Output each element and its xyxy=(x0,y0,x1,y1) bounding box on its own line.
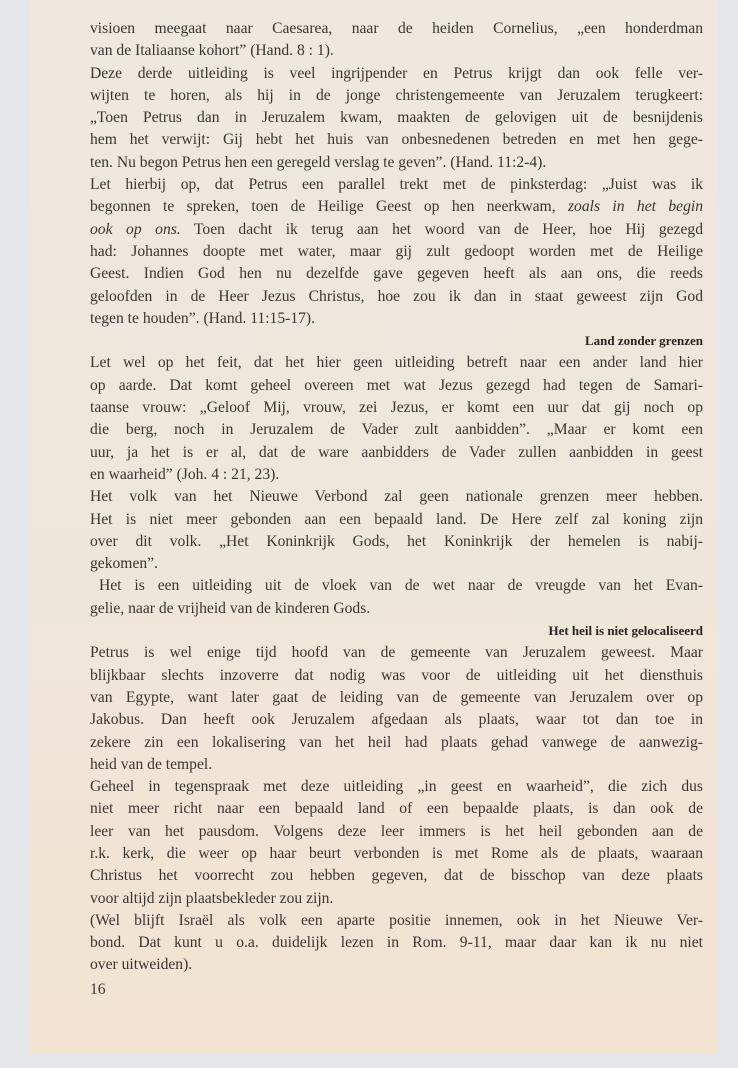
line-text: Let hierbij op, dat Petrus een parallel trekt met de pinksterdag: „Juist was ik xyxy=(90,176,703,194)
line-text: „Toen Petrus dan in Jeruzalem kwam, maakten de gelovigen uit de besnijdenis xyxy=(90,109,703,127)
line-text: Petrus is wel enige tijd hoofd van de gemeente van Jeruzalem geweest. Maar xyxy=(90,644,703,662)
line-text: Jakobus. Dan heeft ook Jeruzalem afgedaan als plaats, waar tot dan toe in xyxy=(90,711,703,729)
text-line xyxy=(90,598,703,620)
line-text: Het heil is niet gelocaliseerd xyxy=(548,623,703,639)
text-line xyxy=(90,152,703,174)
text-line xyxy=(90,798,703,820)
line-text: niet meer richt naar een bepaald land of een bepaalde plaats, is dan ook de xyxy=(90,800,703,818)
text-line xyxy=(90,910,703,932)
text-line xyxy=(90,843,703,865)
line-text: begonnen te spreken, toen de Heilige Geest op hen neerkwam, xyxy=(90,198,568,216)
text-line xyxy=(90,821,703,843)
text-line xyxy=(90,709,703,731)
line-text: zekere zin een lokalisering van het heil had plaats gehad vanwege de aanwezig- xyxy=(90,733,703,751)
text-line xyxy=(90,442,703,464)
line-text: en waarheid” (Joh. 4 : 21, 23). xyxy=(90,465,280,483)
line-text: leer van het pausdom. Volgens deze leer immers is het heil gebonden aan de xyxy=(90,822,703,840)
line-text: blijkbaar slechts inzoverre dat nodig was voor de uitleiding uit het diensthuis xyxy=(90,666,703,684)
text-line xyxy=(90,888,703,910)
text-line xyxy=(90,932,703,954)
line-text: heid van de tempel. xyxy=(90,755,213,773)
text-line xyxy=(90,464,703,486)
line-text: Geheel in tegenspraak met deze uitleiding „in geest en waarheid”, die zich dus xyxy=(90,778,703,796)
line-text: Toen dacht ik terug aan het woord van de Heer, hoe Hij gezegd xyxy=(180,220,703,238)
text-line xyxy=(90,776,703,798)
line-text: visioen meegaat naar Caesarea, naar de heiden Cornelius, „een honderdman xyxy=(90,20,703,37)
book-page xyxy=(30,0,718,1054)
line-text: over dit volk. „Het Koninkrijk Gods, het Koninkrijk der hemelen is nabij- xyxy=(90,532,703,550)
line-text: had: Johannes doopte met water, maar gij zult gedoopt worden met de Heilige xyxy=(90,242,703,260)
text-line xyxy=(90,954,703,976)
line-text: r.k. kerk, die weer op haar beurt verbonden is met Rome als de plaats, waaraan xyxy=(90,844,703,862)
line-text: uur, ja het is er al, dat de ware aanbidders de Vader zullen aanbidden in geest xyxy=(90,443,703,461)
text-line xyxy=(90,263,703,285)
line-text: wijten te horen, als hij in de jonge christengemeente van Jeruzalem terugkeert: xyxy=(90,86,703,104)
text-line xyxy=(90,18,703,40)
line-text: hem het verwijt: Gij hebt het huis van onbesnedenen betreden en met hen gege- xyxy=(90,131,703,149)
line-text: Het is een uitleiding uit de vloek van de wet naar de vreugde van het Evan- xyxy=(99,577,703,595)
line-text: tegen te houden”. (Hand. 11:15-17). xyxy=(90,309,316,327)
text-line xyxy=(90,732,703,754)
text-line xyxy=(90,40,703,62)
line-text: Let wel op het feit, dat het hier geen uitleiding betreft naar een ander land hier xyxy=(90,354,703,372)
line-text: Deze derde uitleiding is veel ingrijpender en Petrus krijgt dan ook felle ver- xyxy=(90,64,703,82)
text-line xyxy=(90,219,703,241)
text-line xyxy=(90,642,703,664)
text-line xyxy=(90,397,703,419)
text-line xyxy=(90,865,703,887)
text-line xyxy=(90,687,703,709)
line-text: Land zonder grenzen xyxy=(585,333,703,349)
line-text: Het is niet meer gebonden aan een bepaald land. De Here zelf zal koning zijn xyxy=(90,510,703,528)
text-line xyxy=(90,509,703,531)
text-line xyxy=(90,531,703,553)
line-text: die berg, noch in Jeruzalem de Vader zult aanbidden”. „Maar er komt een xyxy=(90,421,703,439)
text-line xyxy=(90,129,703,151)
text-line xyxy=(90,196,703,218)
italic-text: ook op ons. xyxy=(90,220,181,238)
text-line xyxy=(90,174,703,196)
text-line xyxy=(90,107,703,129)
line-text: Christus het voorrecht zou hebben gegeven, dat de bisschop van deze plaats xyxy=(90,867,703,885)
text-line xyxy=(90,375,703,397)
text-line xyxy=(90,352,703,374)
section-heading xyxy=(90,620,703,642)
line-text: Het volk van het Nieuwe Verbond zal geen nationale grenzen meer hebben. xyxy=(90,488,703,506)
line-text: taanse vrouw: „Geloof Mij, vrouw, zei Jezus, er komt een uur dat gij noch op xyxy=(90,399,703,417)
text-line xyxy=(90,308,703,330)
text-line xyxy=(90,553,703,575)
line-text: gelie, naar de vrijheid van de kinderen Gods. xyxy=(90,599,371,617)
line-text: voor altijd zijn plaatsbekleder zou zijn. xyxy=(90,889,334,907)
text-line xyxy=(90,63,703,85)
text-line xyxy=(90,241,703,263)
page-number: 16 xyxy=(90,980,106,998)
italic-text: zoals in het begin xyxy=(567,198,703,216)
text-line xyxy=(90,286,703,308)
line-text: Geest. Indien God hen nu dezelfde gave gegeven heeft als aan ons, die reeds xyxy=(90,265,703,283)
text-line xyxy=(90,486,703,508)
text-line xyxy=(90,419,703,441)
text-line xyxy=(90,665,703,687)
section-heading xyxy=(90,330,703,352)
line-text: over uitweiden). xyxy=(90,956,193,974)
text-line xyxy=(90,575,703,597)
line-text: bond. Dat kunt u o.a. duidelijk lezen in Rom. 9-11, maar daar kan ik nu niet xyxy=(90,934,703,952)
body-text xyxy=(90,18,703,977)
line-text: geloofden in de Heer Jezus Christus, hoe zou ik dan in staat geweest zijn God xyxy=(90,287,703,305)
text-line xyxy=(90,85,703,107)
line-text: van Egypte, want later gaat de leiding van de gemeente van Jeruzalem over op xyxy=(90,688,703,706)
line-text: op aarde. Dat komt geheel overeen met wat Jezus gezegd had tegen de Samari- xyxy=(90,376,703,394)
line-text: (Wel blijft Israël als volk een aparte positie innemen, ook in het Nieuwe Ver- xyxy=(90,911,703,929)
text-line xyxy=(90,754,703,776)
line-text: ten. Nu begon Petrus hen een geregeld verslag te geven”. (Hand. 11:2-4). xyxy=(90,153,547,171)
line-text: van de Italiaanse kohort” (Hand. 8 : 1). xyxy=(90,42,334,60)
page-text xyxy=(90,18,703,1001)
line-text: gekomen”. xyxy=(90,555,158,573)
